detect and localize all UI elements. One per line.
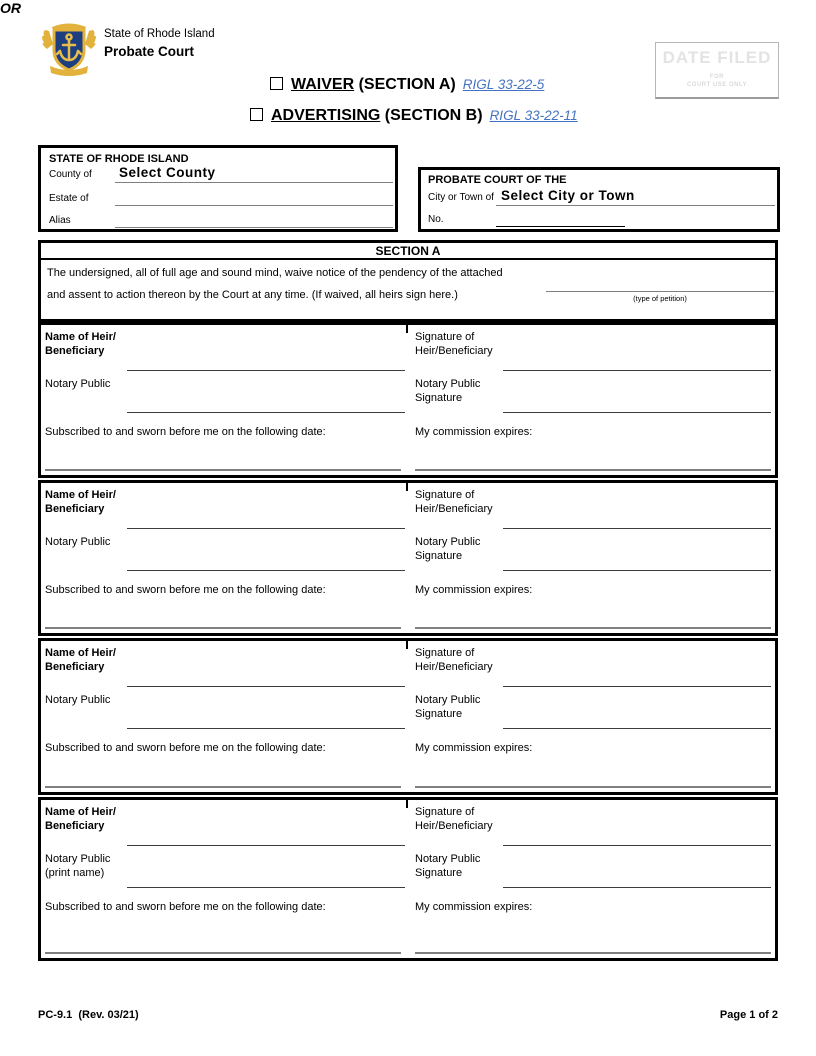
notary-name-input-line[interactable] xyxy=(127,887,405,888)
notary-name-input-line[interactable] xyxy=(127,412,405,413)
alias-input-line[interactable] xyxy=(115,227,393,228)
column-divider-tick xyxy=(406,641,408,649)
agency-name: State of Rhode Island xyxy=(104,28,215,40)
court-use-only-label: FOR COURT USE ONLY xyxy=(686,74,748,88)
notary-public-label: Notary Public (print name) xyxy=(45,853,111,879)
waiver-title-suffix: (SECTION A) xyxy=(354,76,456,93)
notary-signature-input-line[interactable] xyxy=(503,412,771,413)
sworn-date-input-line[interactable] xyxy=(45,627,401,629)
heir-name-input-line[interactable] xyxy=(127,528,405,529)
estate-of-label: Estate of xyxy=(49,193,89,204)
waiver-title-row xyxy=(270,76,544,94)
case-number-input-line[interactable] xyxy=(496,226,625,227)
waiver-title: WAIVER xyxy=(291,76,355,93)
sworn-date-label: Subscribed to and sworn before me on the following date: xyxy=(45,742,326,754)
heir-signature-input-line[interactable] xyxy=(503,528,771,529)
heir-signature-label: Signature of Heir/Beneficiary xyxy=(415,489,493,515)
city-or-town-select[interactable]: Select City or Town xyxy=(501,188,635,203)
section-a-heading: SECTION A xyxy=(41,243,775,260)
heir-signature-input-line[interactable] xyxy=(503,686,771,687)
heir-name-input-line[interactable] xyxy=(127,370,405,371)
heir-beneficiary-block xyxy=(38,322,778,478)
court-box xyxy=(418,167,780,232)
section-a-box xyxy=(38,240,778,322)
sworn-date-label: Subscribed to and sworn before me on the following date: xyxy=(45,584,326,596)
commission-date-input-line[interactable] xyxy=(415,469,771,471)
date-filed-label: DATE FILED xyxy=(662,48,772,67)
notary-signature-label: Notary Public Signature xyxy=(415,694,481,720)
or-label: OR xyxy=(0,0,21,16)
sworn-date-input-line[interactable] xyxy=(45,952,401,954)
heir-beneficiary-block xyxy=(38,638,778,795)
petition-type-caption: (type of petition) xyxy=(633,294,687,303)
notary-signature-label: Notary Public Signature xyxy=(415,853,481,879)
rhode-island-state-seal-icon xyxy=(38,18,100,80)
commission-expires-label: My commission expires: xyxy=(415,742,533,754)
advertising-title-suffix: (SECTION B) xyxy=(380,107,483,124)
advertising-checkbox[interactable] xyxy=(250,108,263,121)
waiver-paragraph-line2: and assent to action thereon by the Court at any time. (If waived, all heirs sign here.) xyxy=(47,289,458,301)
commission-date-input-line[interactable] xyxy=(415,627,771,629)
case-number-label: No. xyxy=(428,214,444,225)
waiver-checkbox[interactable] xyxy=(270,77,283,90)
city-or-town-input-line[interactable] xyxy=(496,205,775,206)
notary-name-input-line[interactable] xyxy=(127,570,405,571)
state-box-heading: STATE OF RHODE ISLAND xyxy=(49,153,189,165)
heir-signature-input-line[interactable] xyxy=(503,370,771,371)
notary-signature-input-line[interactable] xyxy=(503,887,771,888)
notary-public-label: Notary Public xyxy=(45,536,111,548)
notary-signature-label: Notary Public Signature xyxy=(415,536,481,562)
advertising-statute-link[interactable]: RIGL 33-22-11 xyxy=(489,108,578,123)
heir-beneficiary-block xyxy=(38,797,778,961)
column-divider-tick xyxy=(406,800,408,808)
heir-name-label: Name of Heir/ Beneficiary xyxy=(45,331,116,357)
heir-signature-input-line[interactable] xyxy=(503,845,771,846)
notary-signature-input-line[interactable] xyxy=(503,728,771,729)
heir-name-label: Name of Heir/ Beneficiary xyxy=(45,647,116,673)
page-number: Page 1 of 2 xyxy=(719,1009,778,1021)
form-number: PC-9.1 (Rev. 03/21) xyxy=(38,1009,139,1021)
heir-beneficiary-block xyxy=(38,480,778,636)
estate-input-line[interactable] xyxy=(115,205,393,206)
waiver-paragraph-line1: The undersigned, all of full age and sound mind, waive notice of the pendency of the attached xyxy=(47,267,503,279)
heir-signature-label: Signature of Heir/Beneficiary xyxy=(415,331,493,357)
commission-date-input-line[interactable] xyxy=(415,786,771,788)
section-a-paragraph xyxy=(41,260,775,317)
heir-signature-label: Signature of Heir/Beneficiary xyxy=(415,806,493,832)
notary-name-input-line[interactable] xyxy=(127,728,405,729)
heir-name-label: Name of Heir/ Beneficiary xyxy=(45,489,116,515)
notary-signature-label: Notary Public Signature xyxy=(415,378,481,404)
heir-name-input-line[interactable] xyxy=(127,686,405,687)
court-box-heading: PROBATE COURT OF THE xyxy=(428,174,567,186)
sworn-date-label: Subscribed to and sworn before me on the following date: xyxy=(45,901,326,913)
advertising-title: ADVERTISING xyxy=(271,107,381,124)
commission-expires-label: My commission expires: xyxy=(415,584,533,596)
column-divider-tick xyxy=(406,325,408,333)
petition-type-input-line[interactable] xyxy=(546,291,774,292)
city-or-town-label: City or Town of xyxy=(428,192,494,203)
department-name: Probate Court xyxy=(104,44,195,59)
commission-expires-label: My commission expires: xyxy=(415,901,533,913)
notary-public-label: Notary Public xyxy=(45,694,111,706)
notary-public-label: Notary Public xyxy=(45,378,111,390)
heir-name-label: Name of Heir/ Beneficiary xyxy=(45,806,116,832)
alias-label: Alias xyxy=(49,215,71,226)
heir-signature-label: Signature of Heir/Beneficiary xyxy=(415,647,493,673)
sworn-date-label: Subscribed to and sworn before me on the following date: xyxy=(45,426,326,438)
commission-date-input-line[interactable] xyxy=(415,952,771,954)
notary-signature-input-line[interactable] xyxy=(503,570,771,571)
waiver-statute-link[interactable]: RIGL 33-22-5 xyxy=(462,77,545,92)
heir-name-input-line[interactable] xyxy=(127,845,405,846)
commission-expires-label: My commission expires: xyxy=(415,426,533,438)
date-filed-box xyxy=(655,42,779,99)
state-box xyxy=(38,145,398,232)
sworn-date-input-line[interactable] xyxy=(45,786,401,788)
advertising-title-row xyxy=(250,107,578,125)
county-select[interactable]: Select County xyxy=(119,165,216,180)
county-input-line[interactable] xyxy=(115,182,393,183)
sworn-date-input-line[interactable] xyxy=(45,469,401,471)
county-label: County of xyxy=(49,169,92,180)
column-divider-tick xyxy=(406,483,408,491)
